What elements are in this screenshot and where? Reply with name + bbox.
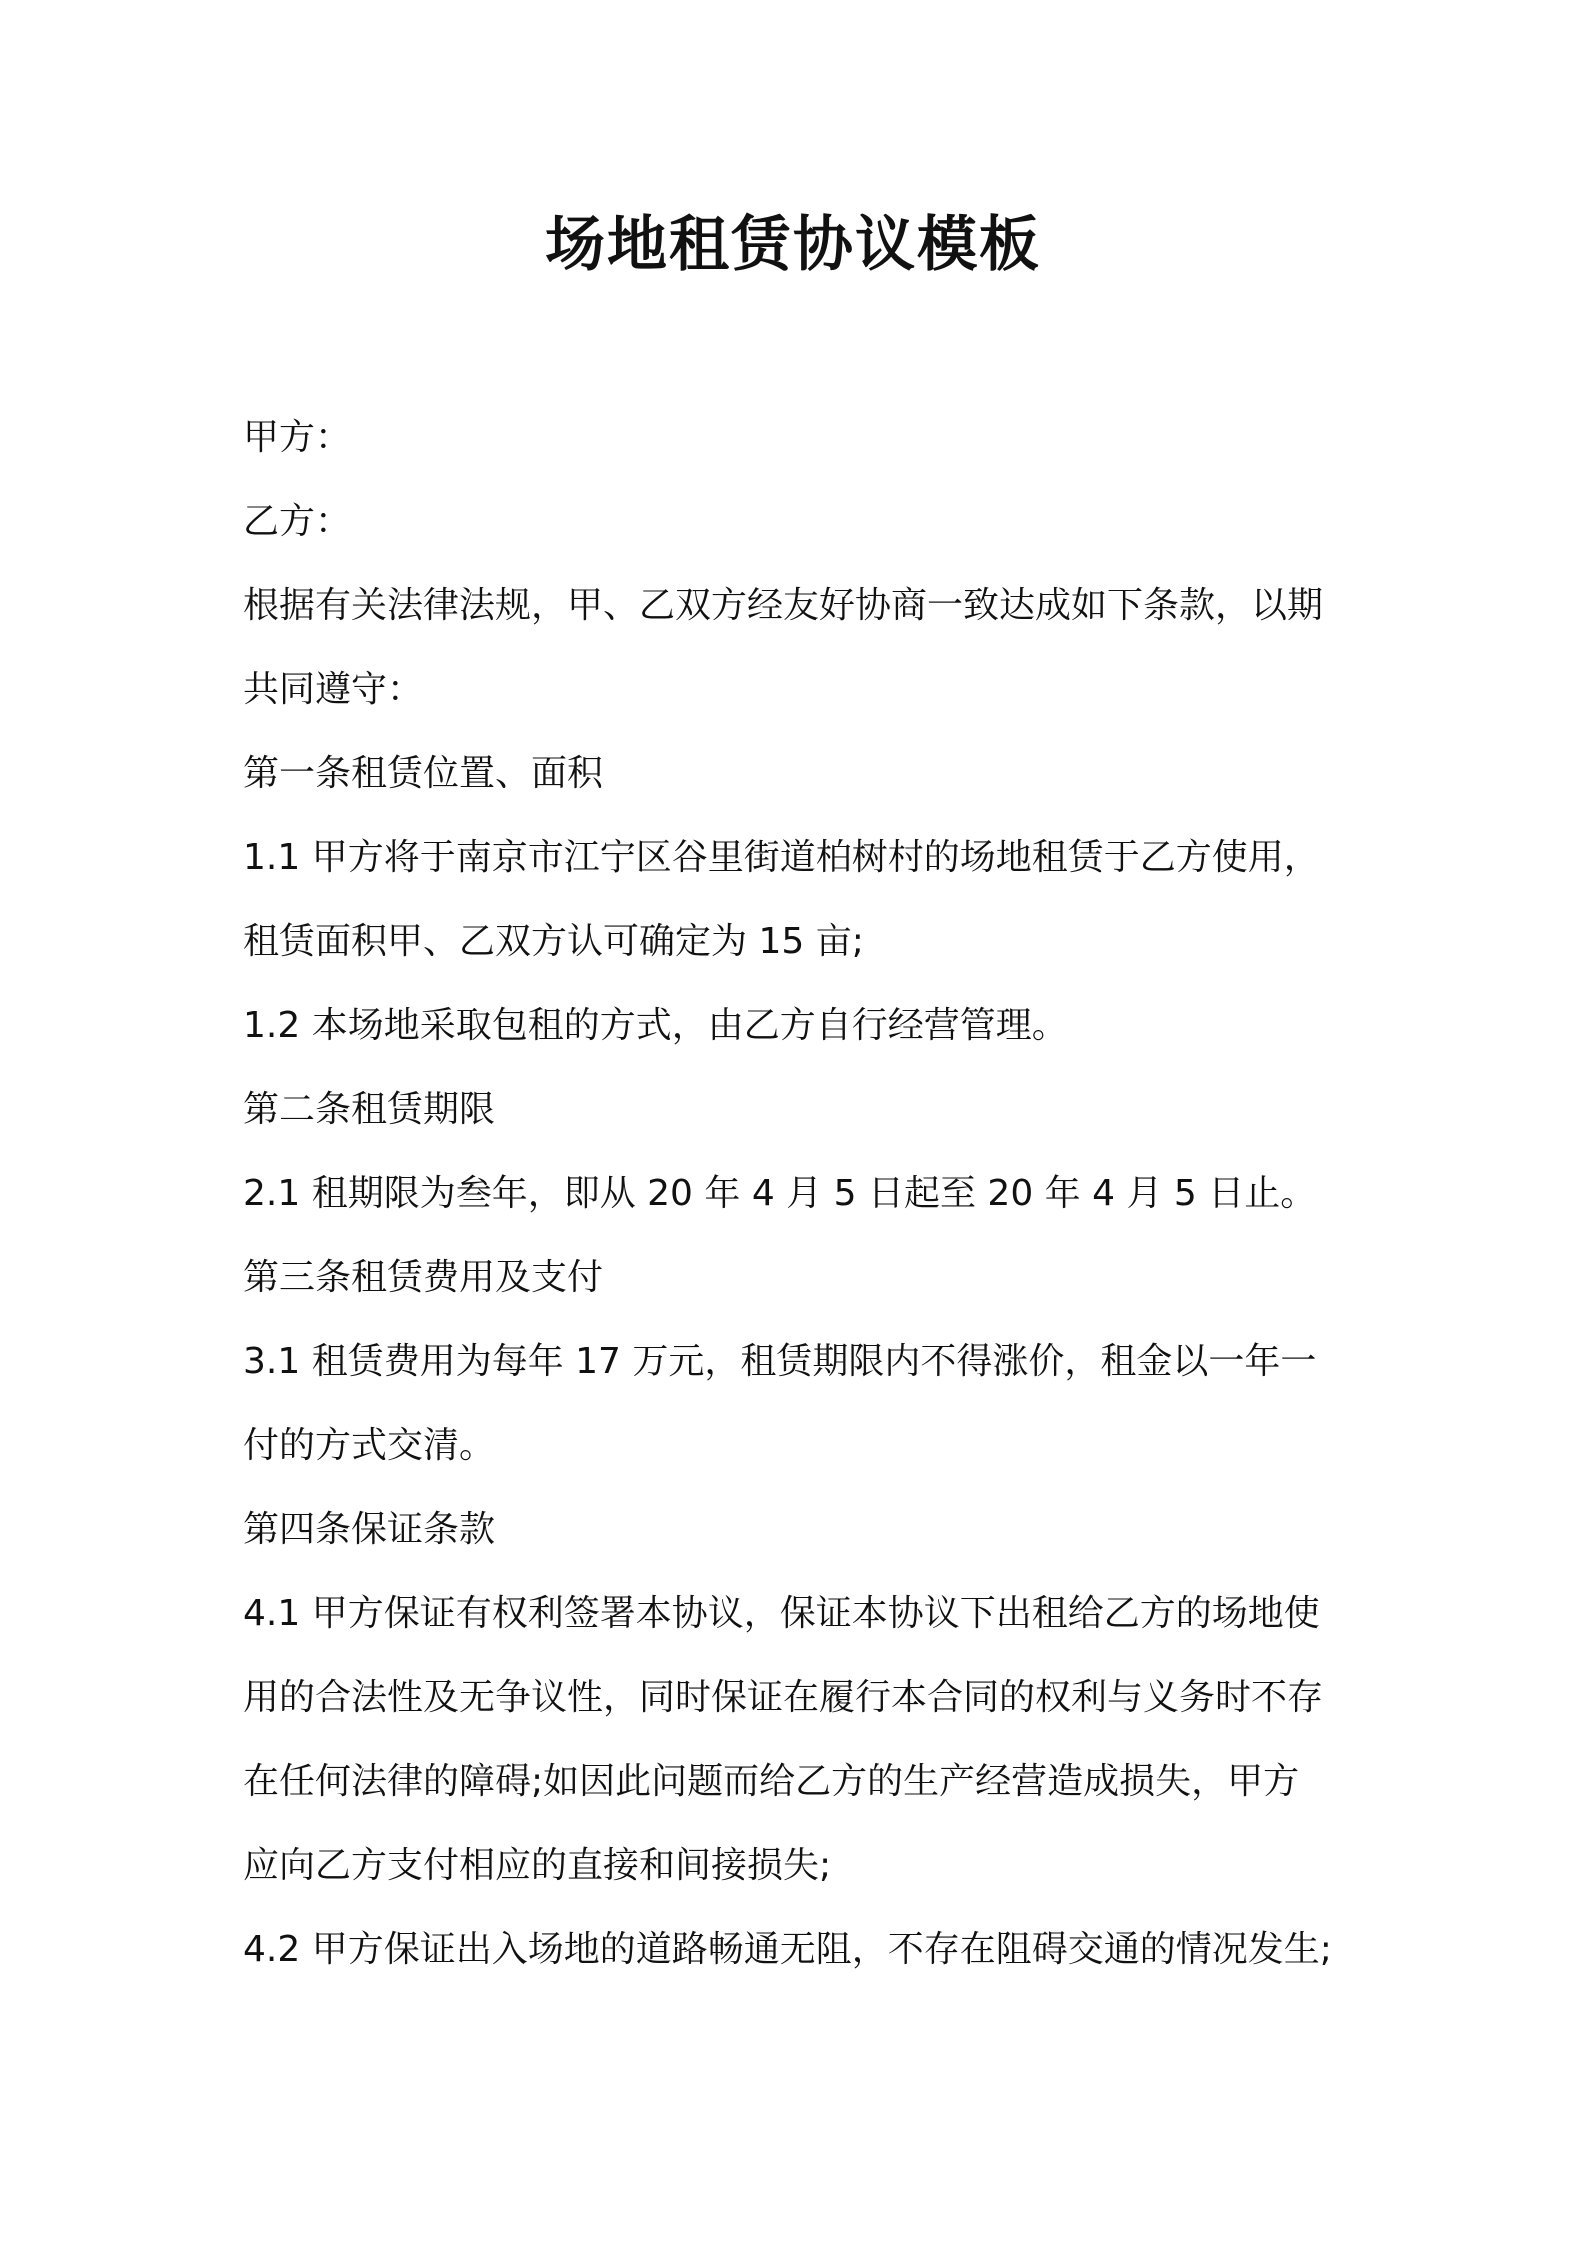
clause-4-1-line-1: 4.1 甲方保证有权利签署本协议，保证本协议下出租给乙方的场地使: [243, 1593, 1320, 1634]
clause-2-1: 2.1 租期限为叁年，即从 20 年 4 月 5 日起至 20 年 4 月 5 日止。: [243, 1173, 1317, 1214]
document-title: 场地租赁协议模板: [545, 210, 1041, 280]
clause-1-1-line-1: 1.1 甲方将于南京市江宁区谷里街道柏树村的场地租赁于乙方使用，: [243, 837, 1320, 878]
clause-4-2: 4.2 甲方保证出入场地的道路畅通无阻，不存在阻碍交通的情况发生;: [243, 1929, 1332, 1970]
clause-4-1-line-4: 应向乙方支付相应的直接和间接损失;: [243, 1845, 832, 1886]
clause-1-2: 1.2 本场地采取包租的方式，由乙方自行经营管理。: [243, 1005, 1068, 1046]
article-2-heading: 第二条租赁期限: [243, 1089, 496, 1130]
clause-4-1-line-2: 用的合法性及无争议性，同时保证在履行本合同的权利与义务时不存: [243, 1677, 1324, 1718]
preamble-line-1: 根据有关法律法规，甲、乙双方经友好协商一致达成如下条款，以期: [243, 585, 1324, 626]
preamble-line-2: 共同遵守：: [243, 669, 424, 710]
article-3-heading: 第三条租赁费用及支付: [243, 1257, 604, 1298]
clause-3-1-line-2: 付的方式交清。: [243, 1425, 496, 1466]
clause-1-1-line-2: 租赁面积甲、乙双方认可确定为 15 亩;: [243, 921, 864, 962]
party-a-line: 甲方：: [243, 417, 352, 458]
clause-3-1-line-1: 3.1 租赁费用为每年 17 万元，租赁期限内不得涨价，租金以一年一: [243, 1341, 1317, 1382]
clause-4-1-line-3: 在任何法律的障碍;如因此问题而给乙方的生产经营造成损失，甲方: [243, 1761, 1300, 1802]
party-b-line: 乙方：: [243, 501, 352, 542]
article-4-heading: 第四条保证条款: [243, 1509, 496, 1550]
article-1-heading: 第一条租赁位置、面积: [243, 753, 604, 794]
